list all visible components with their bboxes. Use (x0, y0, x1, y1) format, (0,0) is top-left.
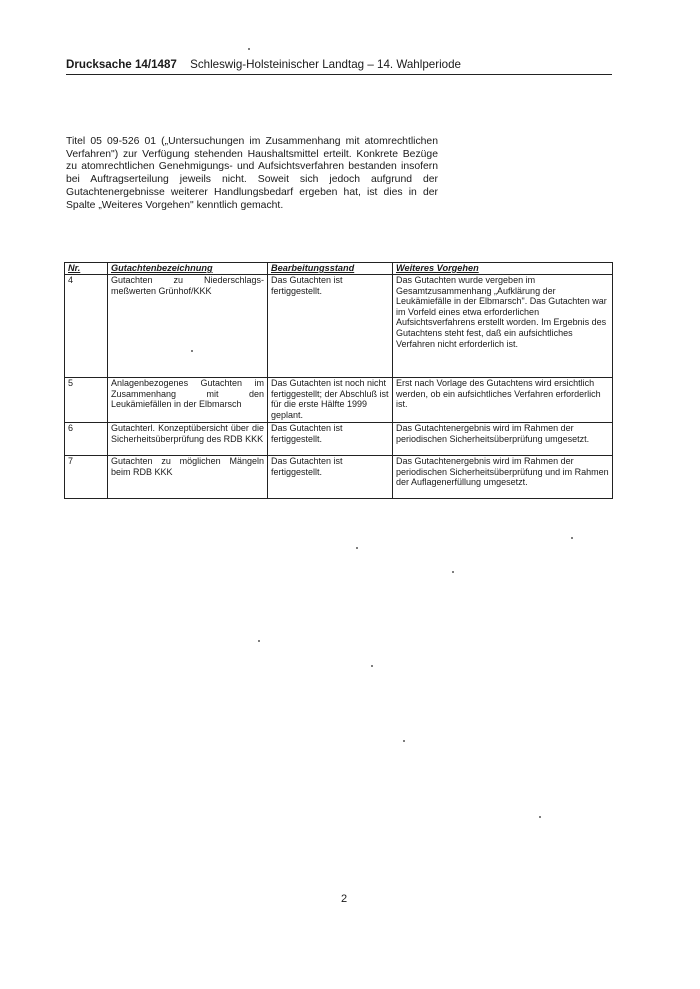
gutachten-table (64, 262, 613, 499)
scan-speck (248, 48, 250, 50)
document-number: Drucksache 14/1487 (66, 58, 177, 71)
scan-speck (539, 816, 541, 818)
scan-speck (403, 740, 405, 742)
cell-vorgehen: Erst nach Vorlage des Gutachtens wird ersichtlich werden, ob ein aufsichtliches Verfahren erforderlich ist. (393, 378, 613, 423)
column-header-stand: Bearbeitungsstand (268, 263, 393, 275)
column-header-bezeichnung: Gutachtenbezeichnung (108, 263, 268, 275)
cell-vorgehen: Das Gutachtenergebnis wird im Rahmen der periodischen Sicherheitsüberprüfung und im Rahmen der Auflagenerfüllung umgesetzt. (393, 456, 613, 499)
header-rule (66, 74, 612, 75)
cell-nr: 5 (65, 378, 108, 423)
cell-stand: Das Gutachten ist noch nicht fertiggestellt; der Abschluß ist für die erste Hälfte 1999 geplant. (268, 378, 393, 423)
scan-speck (571, 537, 573, 539)
table-row (65, 275, 613, 378)
cell-bezeichnung: Gutachten zu Niederschlags-meßwerten Grünhof/KKK (108, 275, 268, 378)
column-header-nr: Nr. (65, 263, 108, 275)
cell-nr: 6 (65, 423, 108, 456)
scan-speck (258, 640, 260, 642)
intro-paragraph: Titel 05 09-526 01 („Untersuchungen im Zusammenhang mit atomrechtlichen Verfahren") zur Verfügung stehenden Haushaltsmittel erteilt. Konkrete Bezüge zu atomrechtlichen Genehmigungs- und Aufsichtsverfahren bestanden insofern bei Auftragserteilung jeweils nicht. Soweit sich jedoch aufgrund der Gutachtenergebnisse weiterer Handlungsbedarf ergeben hat, ist dies in der Spalte „Weiteres Vorgehen" kenntlich gemacht. (66, 136, 438, 211)
page-number: 2 (340, 893, 348, 905)
scan-speck (191, 350, 193, 352)
scan-speck (371, 665, 373, 667)
cell-vorgehen: Das Gutachtenergebnis wird im Rahmen der periodischen Sicherheitsüberprüfung umgesetzt. (393, 423, 613, 456)
column-header-vorgehen: Weiteres Vorgehen (393, 263, 613, 275)
institution-name: Schleswig-Holsteinischer Landtag – 14. Wahlperiode (190, 58, 461, 71)
cell-vorgehen: Das Gutachten wurde vergeben im Gesamtzusammenhang „Aufklärung der Leukämiefälle in der Elbmarsch". Das Gutachten war im Vorfeld eines etwa erforderlichen Aufsichtsverfahrens erstellt worden. Im Ergebnis des Gutachtens steht fest, daß ein aufsichtliches Verfahren nicht erforderlich ist. (393, 275, 613, 378)
cell-bezeichnung: Gutachten zu möglichen Mängeln beim RDB KKK (108, 456, 268, 499)
table-row (65, 378, 613, 423)
table-header-row (65, 263, 613, 275)
scan-speck (356, 547, 358, 549)
cell-stand: Das Gutachten ist fertiggestellt. (268, 423, 393, 456)
cell-nr: 7 (65, 456, 108, 499)
table-row (65, 456, 613, 499)
cell-bezeichnung: Gutachterl. Konzeptübersicht über die Sicherheitsüberprüfung des RDB KKK (108, 423, 268, 456)
scan-speck (452, 571, 454, 573)
table-row (65, 423, 613, 456)
page-header (66, 58, 612, 71)
cell-nr: 4 (65, 275, 108, 378)
cell-stand: Das Gutachten ist fertiggestellt. (268, 275, 393, 378)
cell-bezeichnung: Anlagenbezogenes Gutachten im Zusammenhang mit den Leukämiefällen in der Elbmarsch (108, 378, 268, 423)
cell-stand: Das Gutachten ist fertiggestellt. (268, 456, 393, 499)
